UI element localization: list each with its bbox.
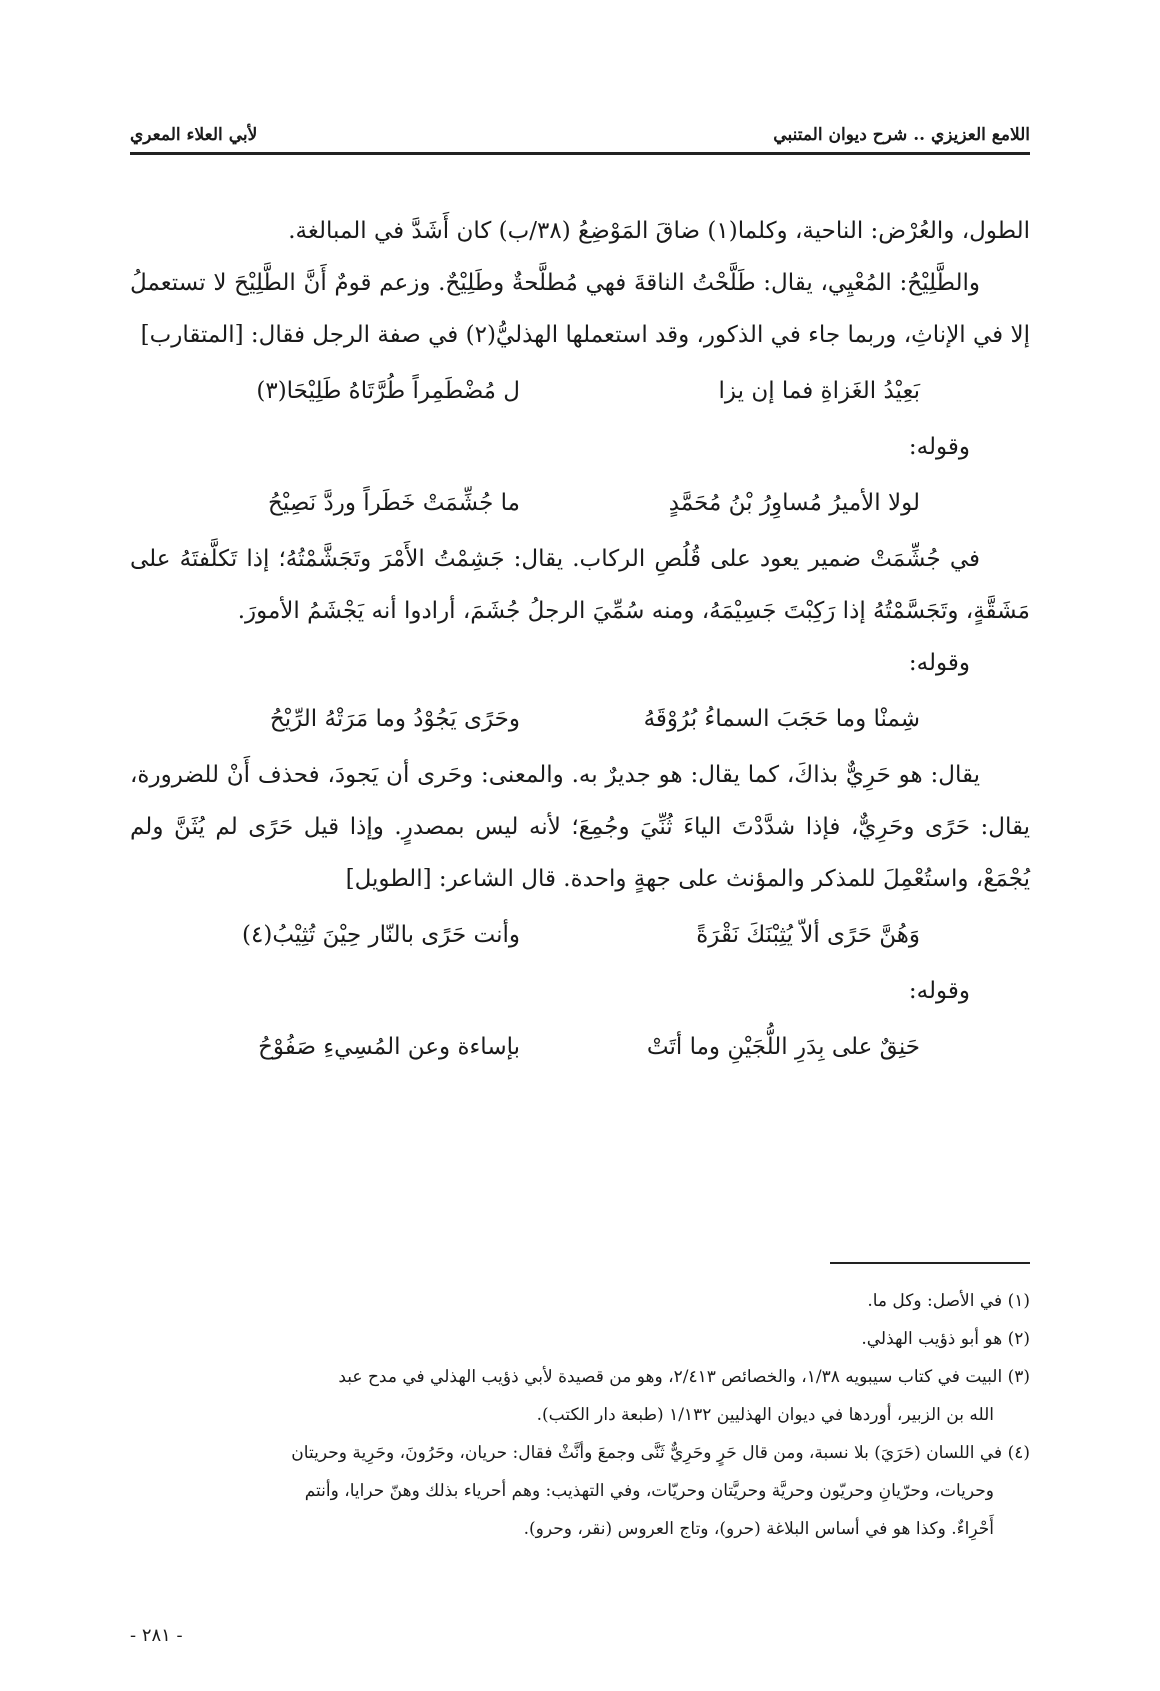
footnote-3-continuation: الله بن الزبير، أوردها في ديوان الهذليين ١/١٣٢ (طبعة دار الكتب). [536, 1405, 994, 1425]
footnote-4-continuation-2: أَحْرِاءٌ. وكذا هو في أساس البلاغة (حرو)، وتاج العروس (نقر، وحرو). [523, 1519, 994, 1539]
footnote-1: (١) في الأصل: وكل ما. [867, 1291, 1030, 1311]
footnote-4: (٤) في اللسان (حَرَيَ) بلا نسبة، ومن قال حَرٍ وحَرِيٌّ ثَنَّى وجمعَ وأنَّثْ فقال: حريان، وحَرُونَ، وحَرِية وحريتان [291, 1443, 1030, 1463]
footnote-3: (٣) البيت في كتاب سيبويه ١/٣٨، والخصائص ٢/٤١٣، وهو من قصيدة لأبي ذؤيب الهذلي في مدح عبد [338, 1367, 1030, 1387]
page-number: - ٢٨١ - [130, 1625, 183, 1646]
header-right-title: اللامع العزيزي .. شرح ديوان المتنبي [773, 125, 1030, 145]
footnote-divider [830, 1262, 1030, 1264]
verse-4-first-hemistich: وَهُنَّ حَرًى ألاّ يُثِبْنَكَ نَقْرَةً [696, 922, 920, 948]
verse-3-first-hemistich: شِمنْا وما حَجَبَ السماءُ بُرُوْقَهُ [643, 706, 920, 732]
verse-3 [130, 689, 1030, 749]
verse-1 [130, 361, 1030, 421]
running-header [130, 118, 1030, 155]
footnote-4-continuation-1: وحريات، وحرّيانِ وحريّون وحريَّة وحريَّتان وحريّات، وفي التهذيب: وهم أحرياء بذلك وهنّ حرايا، وأنتم [304, 1481, 994, 1501]
footnotes [130, 1282, 1030, 1548]
paragraph-1: الطول، والعُرْض: الناحية، وكلما(١) ضاقَ المَوْضِعُ (٣٨/ب) كان أَشَدَّ في المبالغة. [288, 218, 1030, 244]
verse-4 [130, 905, 1030, 965]
paragraph-4: يقال: هو حَرِيٌّ بذاكَ، كما يقال: هو جديرٌ به. والمعنى: وحَرى أن يَجودَ، فحذف أَنْ للضرورة، يقال: حَرًى وحَرِيٌّ، فإذا شدَّدْتَ الياءَ ثُنِّيَ وجُمِعَ؛ لأنه ليس بمصدرٍ. وإذا قيل حَرًى لم يُثَنَّ ولم يُجْمَعْ، واستُعْمِلَ للمذكر والمؤنث على جهةٍ واحدة. قال الشاعر: [الطويل] [130, 762, 1030, 892]
verse-5-first-hemistich: حَنِقٌ على بِدَرِ اللُّجَيْنِ وما أتَتْ [646, 1034, 920, 1060]
paragraph-3: في جُشِّمَتْ ضمير يعود على قُلُصِ الركاب. يقال: جَشِمْتُ الأَمْرَ وتَجَشَّمْتُهُ؛ إذا تَكلَّفتَهُ على مَشَقَّةٍ، وتَجَسَّمْتُهُ إذا رَكِبْتَ جَسِيْمَهُ، ومنه سُمِّيَ الرجلُ جُشَمَ، أرادوا أنه يَجْشَمُ الأمورَ. [130, 546, 1030, 624]
verse-2 [130, 473, 1030, 533]
verse-2-first-hemistich: لولا الأميرُ مُساوِرُ بْنُ مُحَمَّدٍ [668, 490, 920, 516]
verse-1-second-hemistich: ل مُضْطَمِراً طُرَّتَاهُ طَلِيْحَا(٣) [256, 378, 520, 404]
header-left-title: لأبي العلاء المعري [130, 125, 258, 145]
paragraph-2: والطَّلِيْحُ: المُعْيِي، يقال: طَلَّحْتُ الناقةَ فهي مُطلَّحةٌ وطَلِيْحٌ. وزعم قومٌ أَنَّ الطَّلِيْحَ لا تستعملُ إلا في الإناثِ، وربما جاء في الذكور، وقد استعملها الهذليُّ(٢) في صفة الرجل فقال: [المتقارب] [130, 270, 1030, 348]
footnote-2: (٢) هو أبو ذؤيب الهذلي. [861, 1329, 1030, 1349]
verse-5 [130, 1017, 1030, 1077]
verse-3-second-hemistich: وحَرًى يَجُوْدُ وما مَرَتْهُ الرِّيْحُ [269, 706, 520, 732]
verse-4-second-hemistich: وأنت حَرًى بالنّار حِيْنَ تُثِيْبُ(٤) [242, 922, 520, 948]
verse-2-second-hemistich: ما جُشِّمَتْ خَطَراً وردَّ نَصِيْحُ [268, 490, 520, 516]
main-text [130, 205, 1030, 1077]
qawluhu-label-3: وقوله: [908, 978, 970, 1004]
verse-1-first-hemistich: بَعِيْدُ الغَزاةِ فما إن يزا [718, 378, 920, 404]
qawluhu-label-1: وقوله: [908, 434, 970, 460]
qawluhu-label-2: وقوله: [908, 650, 970, 676]
verse-5-second-hemistich: بإساءة وعن المُسِيءِ صَفُوْحُ [258, 1034, 520, 1060]
